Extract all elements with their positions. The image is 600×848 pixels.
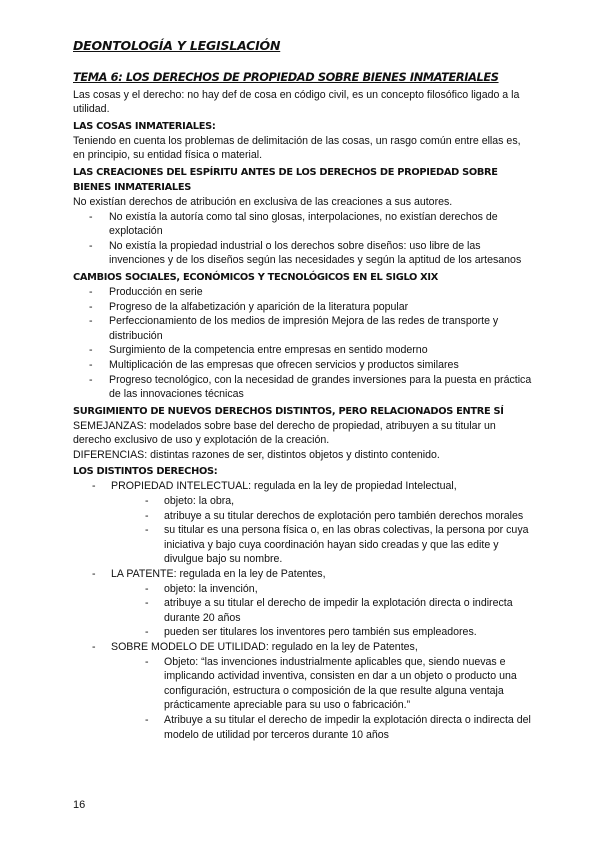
propiedad-sublist bbox=[111, 494, 533, 567]
list-item: - Objeto: “las invenciones industrialmente aplicables que, siendo nuevas e implicando actividad inventiva, consisten en dar a un objeto o producto una configuración, estructura o composición de la que resulte alguna ventaja prácticamente apreciable para su uso o fabricación.” bbox=[111, 655, 533, 713]
list-item: - objeto: la obra, bbox=[111, 494, 533, 509]
list-item-modelo-utilidad bbox=[73, 640, 533, 742]
modelo-sublist bbox=[111, 655, 533, 743]
patente-label: LA PATENTE: regulada en la ley de Patentes, bbox=[111, 568, 326, 581]
list-item: - No existía la autoría como tal sino glosas, interpolaciones, no existían derechos de explotación bbox=[73, 210, 533, 239]
list-item: - pueden ser titulares los inventores pero también sus empleadores. bbox=[111, 625, 533, 640]
list-item-patente bbox=[73, 567, 533, 640]
heading-surgimiento: SURGIMIENTO DE NUEVOS DERECHOS DISTINTOS, PERO RELACIONADOS ENTRE SÍ bbox=[73, 405, 504, 417]
diferencias-paragraph: DIFERENCIAS: distintas razones de ser, distintos objetos y distinto contenido. bbox=[73, 448, 440, 461]
patente-sublist bbox=[111, 582, 533, 640]
derechos-list bbox=[73, 479, 533, 742]
modelo-label: SOBRE MODELO DE UTILIDAD: regulado en la ley de Patentes, bbox=[111, 641, 418, 653]
heading-cosas-inmateriales: LAS COSAS INMATERIALES: bbox=[73, 120, 216, 132]
list-item: - su titular es una persona física o, en las obras colectivas, la persona por cuya iniciativa y bajo cuya coordinación hayan sido creadas y que las edite y divulgue bajo su nombre. bbox=[111, 523, 533, 567]
cosas-paragraph: Teniendo en cuenta los problemas de delimitación de las cosas, un rasgo común entre ellas es, en principio, su entidad física o material. bbox=[73, 134, 521, 162]
list-item: - Producción en serie bbox=[73, 285, 533, 300]
list-item: - Progreso de la alfabetización y aparición de la literatura popular bbox=[73, 300, 533, 315]
course-title: DEONTOLOGÍA Y LEGISLACIÓN bbox=[73, 38, 281, 53]
intro-paragraph: Las cosas y el derecho: no hay def de cosa en código civil, es un concepto filosófico ligado a la utilidad. bbox=[73, 88, 520, 116]
list-item: - atribuye a su titular el derecho de impedir la explotación directa o indirecta durante 20 años bbox=[111, 596, 533, 625]
heading-distintos-derechos: LOS DISTINTOS DERECHOS: bbox=[73, 466, 218, 478]
list-item: - No existía la propiedad industrial o los derechos sobre diseños: uso libre de las invenciones y de los diseños según las necesidades y según la aptitud de los artesanos bbox=[73, 239, 533, 268]
page-number: 16 bbox=[73, 799, 86, 811]
cambios-list bbox=[73, 285, 533, 402]
list-item: - Atribuye a su titular el derecho de impedir la explotación directa o indirecta del modelo de utilidad por terceros durante 10 años bbox=[111, 713, 533, 742]
list-item: - objeto: la invención, bbox=[111, 582, 533, 597]
list-item: - Progreso tecnológico, con la necesidad de grandes inversiones para la puesta en práctica de las innovaciones técnicas bbox=[73, 373, 533, 402]
propiedad-label: PROPIEDAD INTELECTUAL: regulada en la ley de propiedad Intelectual, bbox=[111, 480, 457, 493]
creaciones-paragraph: No existían derechos de atribución en exclusiva de las creaciones a sus autores. bbox=[73, 195, 453, 208]
creaciones-list bbox=[73, 210, 533, 268]
heading-creaciones: LAS CREACIONES DEL ESPÍRITU ANTES DE LOS DERECHOS DE PROPIEDAD SOBRE BIENES INMATERIALES bbox=[73, 166, 498, 193]
list-item: - Surgimiento de la competencia entre empresas en sentido moderno bbox=[73, 343, 533, 358]
page-content bbox=[73, 70, 533, 742]
list-item: - atribuye a su titular derechos de explotación pero también derechos morales bbox=[111, 509, 533, 524]
list-item: - Multiplicación de las empresas que ofrecen servicios y productos similares bbox=[73, 358, 533, 373]
heading-cambios: CAMBIOS SOCIALES, ECONÓMICOS Y TECNOLÓGICOS EN EL SIGLO XIX bbox=[73, 271, 439, 283]
list-item: - Perfeccionamiento de los medios de impresión Mejora de las redes de transporte y distribución bbox=[73, 314, 533, 343]
semejanzas-paragraph: SEMEJANZAS: modelados sobre base del derecho de propiedad, atribuyen a su titular un derecho exclusivo de uso y explotación de la creación. bbox=[73, 419, 496, 447]
tema-title: TEMA 6: LOS DERECHOS DE PROPIEDAD SOBRE BIENES INMATERIALES bbox=[73, 70, 499, 84]
list-item-propiedad-intelectual bbox=[73, 479, 533, 567]
